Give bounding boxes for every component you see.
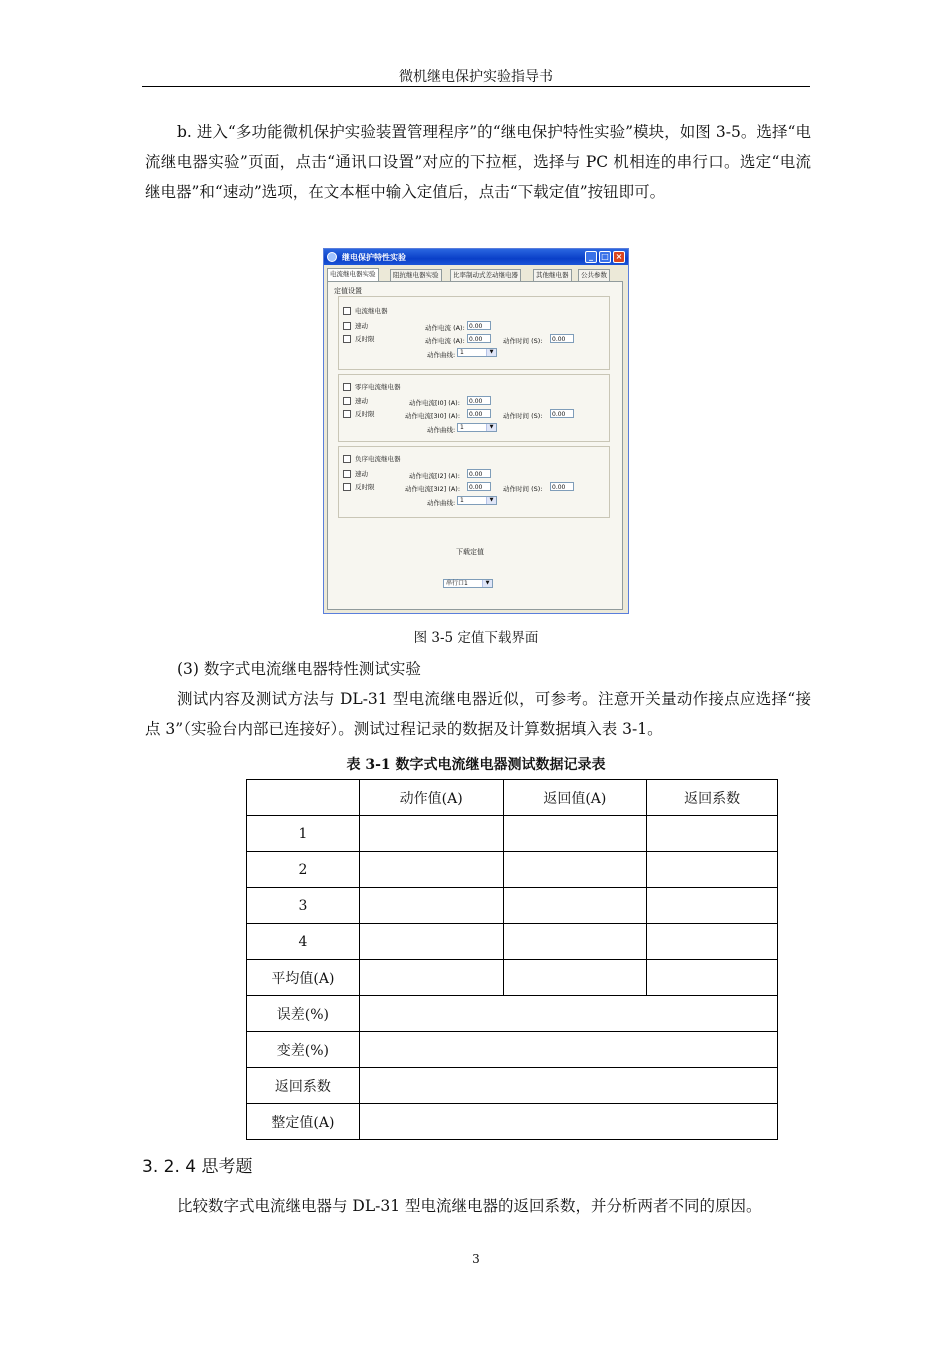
empty-cell [647, 852, 778, 888]
checkbox-fast[interactable]: 速动 [343, 469, 368, 478]
table-summary-row [247, 1104, 778, 1140]
action-time-input[interactable]: 0.00 [550, 334, 574, 343]
header-cell: 返回值(A) [503, 780, 647, 816]
table-row [247, 960, 778, 996]
page-number: 3 [472, 1252, 480, 1266]
empty-cell [647, 888, 778, 924]
fieldset-label: 定值设置 [334, 287, 362, 295]
fast-current-input[interactable]: 0.00 [467, 321, 491, 330]
test-section [145, 654, 811, 744]
checkbox-fast[interactable]: 速动 [343, 396, 368, 405]
fast-current-label: 动作电流 (A): [425, 324, 465, 332]
intro-paragraph [145, 117, 811, 207]
maximize-icon[interactable]: □ [599, 251, 611, 263]
inverse-current-input[interactable]: 0.00 [467, 334, 491, 343]
curve-label: 动作曲线: [427, 351, 456, 359]
inverse-current-label: 动作电流[3I2] (A): [405, 485, 461, 493]
empty-cell [647, 816, 778, 852]
checkbox-box[interactable] [343, 307, 351, 315]
empty-cell [359, 1032, 777, 1068]
curve-label: 动作曲线: [427, 426, 456, 434]
empty-cell [359, 816, 503, 852]
row-label: 2 [247, 852, 360, 888]
fast-current-input[interactable]: 0.00 [467, 396, 491, 405]
group-zero-seq-relay [338, 374, 610, 442]
fast-current-label: 动作电流[I2] (A): [409, 472, 460, 480]
table-header-row [247, 780, 778, 816]
checkbox-box[interactable] [343, 483, 351, 491]
header-cell: 返回系数 [647, 780, 778, 816]
table-row [247, 852, 778, 888]
tab-other-relay[interactable]: 其他继电器 [533, 269, 572, 281]
question-paragraph: 比较数字式电流继电器与 DL-31 型电流继电器的返回系数，并分析两者不同的原因。 [177, 1197, 762, 1215]
inverse-current-label: 动作电流 (A): [425, 337, 465, 345]
group-current-relay [338, 296, 610, 370]
empty-cell [503, 888, 647, 924]
curve-label: 动作曲线: [427, 499, 456, 507]
action-time-label: 动作时间 (S): [503, 337, 543, 345]
header-cell: 动作值(A) [359, 780, 503, 816]
download-settings-button[interactable]: 下载定值 [456, 548, 484, 556]
relay-test-window [323, 248, 629, 614]
empty-cell [359, 1104, 777, 1140]
tab-common-params[interactable]: 公共参数 [578, 269, 610, 281]
row-label: 平均值(A) [247, 960, 360, 996]
row-label: 3 [247, 888, 360, 924]
header-cell [247, 780, 360, 816]
inverse-current-label: 动作电流[3I0] (A): [405, 412, 461, 420]
curve-select[interactable]: 1 ▼ [457, 496, 497, 505]
empty-cell [647, 960, 778, 996]
question-section [145, 1191, 811, 1221]
serial-port-select[interactable]: 串行口1 ▼ [443, 579, 493, 588]
fast-current-label: 动作电流[I0] (A): [409, 399, 460, 407]
checkbox-box[interactable] [343, 383, 351, 391]
table-summary-row [247, 1068, 778, 1104]
checkbox-fast[interactable]: 速动 [343, 321, 368, 330]
test-paragraph: 测试内容及测试方法与 DL-31 型电流继电器近似，可参考。注意开关量动作接点应选择“接点 3”（实验台内部已连接好）。测试过程记录的数据及计算数据填入表 3-1。 [145, 690, 811, 738]
checkbox-inverse[interactable]: 反时限 [343, 482, 375, 491]
empty-cell [503, 924, 647, 960]
table-row [247, 888, 778, 924]
action-time-input[interactable]: 0.00 [550, 409, 574, 418]
action-time-label: 动作时间 (S): [503, 485, 543, 493]
app-icon [327, 252, 337, 262]
tab-current-relay[interactable]: 电流继电器实验 [327, 268, 379, 281]
checkbox-box[interactable] [343, 410, 351, 418]
row-label: 误差(%) [247, 996, 360, 1032]
window-titlebar [324, 249, 628, 265]
empty-cell [503, 816, 647, 852]
section-heading: 3. 2. 4 思考题 [142, 1157, 253, 1177]
chevron-down-icon[interactable]: ▼ [486, 349, 496, 356]
empty-cell [359, 852, 503, 888]
data-record-table [246, 779, 778, 1140]
window-title: 继电保护特性实验 [342, 253, 406, 262]
curve-select[interactable]: 1 ▼ [457, 423, 497, 432]
empty-cell [359, 888, 503, 924]
chevron-down-icon[interactable]: ▼ [486, 424, 496, 431]
curve-select[interactable]: 1 ▼ [457, 348, 497, 357]
empty-cell [359, 960, 503, 996]
empty-cell [359, 996, 777, 1032]
table-title: 表 3-1 数字式电流继电器测试数据记录表 [346, 757, 606, 773]
checkbox-inverse[interactable]: 反时限 [343, 409, 375, 418]
figure-caption: 图 3-5 定值下载界面 [413, 630, 539, 646]
table-summary-row [247, 996, 778, 1032]
checkbox-box[interactable] [343, 470, 351, 478]
tab-differential-relay[interactable]: 比率制动式差动继电器 [450, 269, 521, 281]
close-icon[interactable]: × [613, 251, 625, 263]
header-divider [142, 86, 810, 87]
action-time-input[interactable]: 0.00 [550, 482, 574, 491]
action-time-label: 动作时间 (S): [503, 412, 543, 420]
table-row [247, 816, 778, 852]
minimize-icon[interactable]: _ [585, 251, 597, 263]
checkbox-current-relay[interactable]: 电流继电器 [343, 306, 388, 315]
checkbox-box[interactable] [343, 397, 351, 405]
page-header: 微机继电保护实验指导书 [399, 69, 553, 85]
table-row [247, 924, 778, 960]
row-label: 整定值(A) [247, 1104, 360, 1140]
empty-cell [359, 1068, 777, 1104]
checkbox-box[interactable] [343, 455, 351, 463]
checkbox-inverse[interactable]: 反时限 [343, 334, 375, 343]
row-label: 4 [247, 924, 360, 960]
empty-cell [503, 852, 647, 888]
paragraph-b: b. 进入“多功能微机保护实验装置管理程序”的“继电保护特性实验”模块，如图 3-5。选择“电流继电器实验”页面，点击“通讯口设置”对应的下拉框，选择与 PC 机相连的串行口。选定“电流继电器”和“速动”选项，在文本框中输入定值后，点击“下载定值”按钮即可。 [145, 123, 811, 201]
chevron-down-icon[interactable]: ▼ [486, 497, 496, 504]
empty-cell [503, 960, 647, 996]
settings-panel [327, 281, 623, 610]
inverse-current-input[interactable]: 0.00 [467, 409, 491, 418]
empty-cell [359, 924, 503, 960]
tab-impedance-relay[interactable]: 阻抗继电器实验 [390, 269, 442, 281]
group-neg-seq-relay [338, 446, 610, 518]
checkbox-box[interactable] [343, 335, 351, 343]
checkbox-neg-seq-relay[interactable]: 负序电流继电器 [343, 454, 401, 463]
checkbox-zero-seq-relay[interactable]: 零序电流继电器 [343, 382, 401, 391]
empty-cell [647, 924, 778, 960]
inverse-current-input[interactable]: 0.00 [467, 482, 491, 491]
row-label: 返回系数 [247, 1068, 360, 1104]
checkbox-box[interactable] [343, 322, 351, 330]
row-label: 1 [247, 816, 360, 852]
chevron-down-icon[interactable]: ▼ [482, 580, 492, 587]
subsection-title: (3) 数字式电流继电器特性测试实验 [177, 660, 421, 678]
row-label: 变差(%) [247, 1032, 360, 1068]
table-summary-row [247, 1032, 778, 1068]
fast-current-input[interactable]: 0.00 [467, 469, 491, 478]
